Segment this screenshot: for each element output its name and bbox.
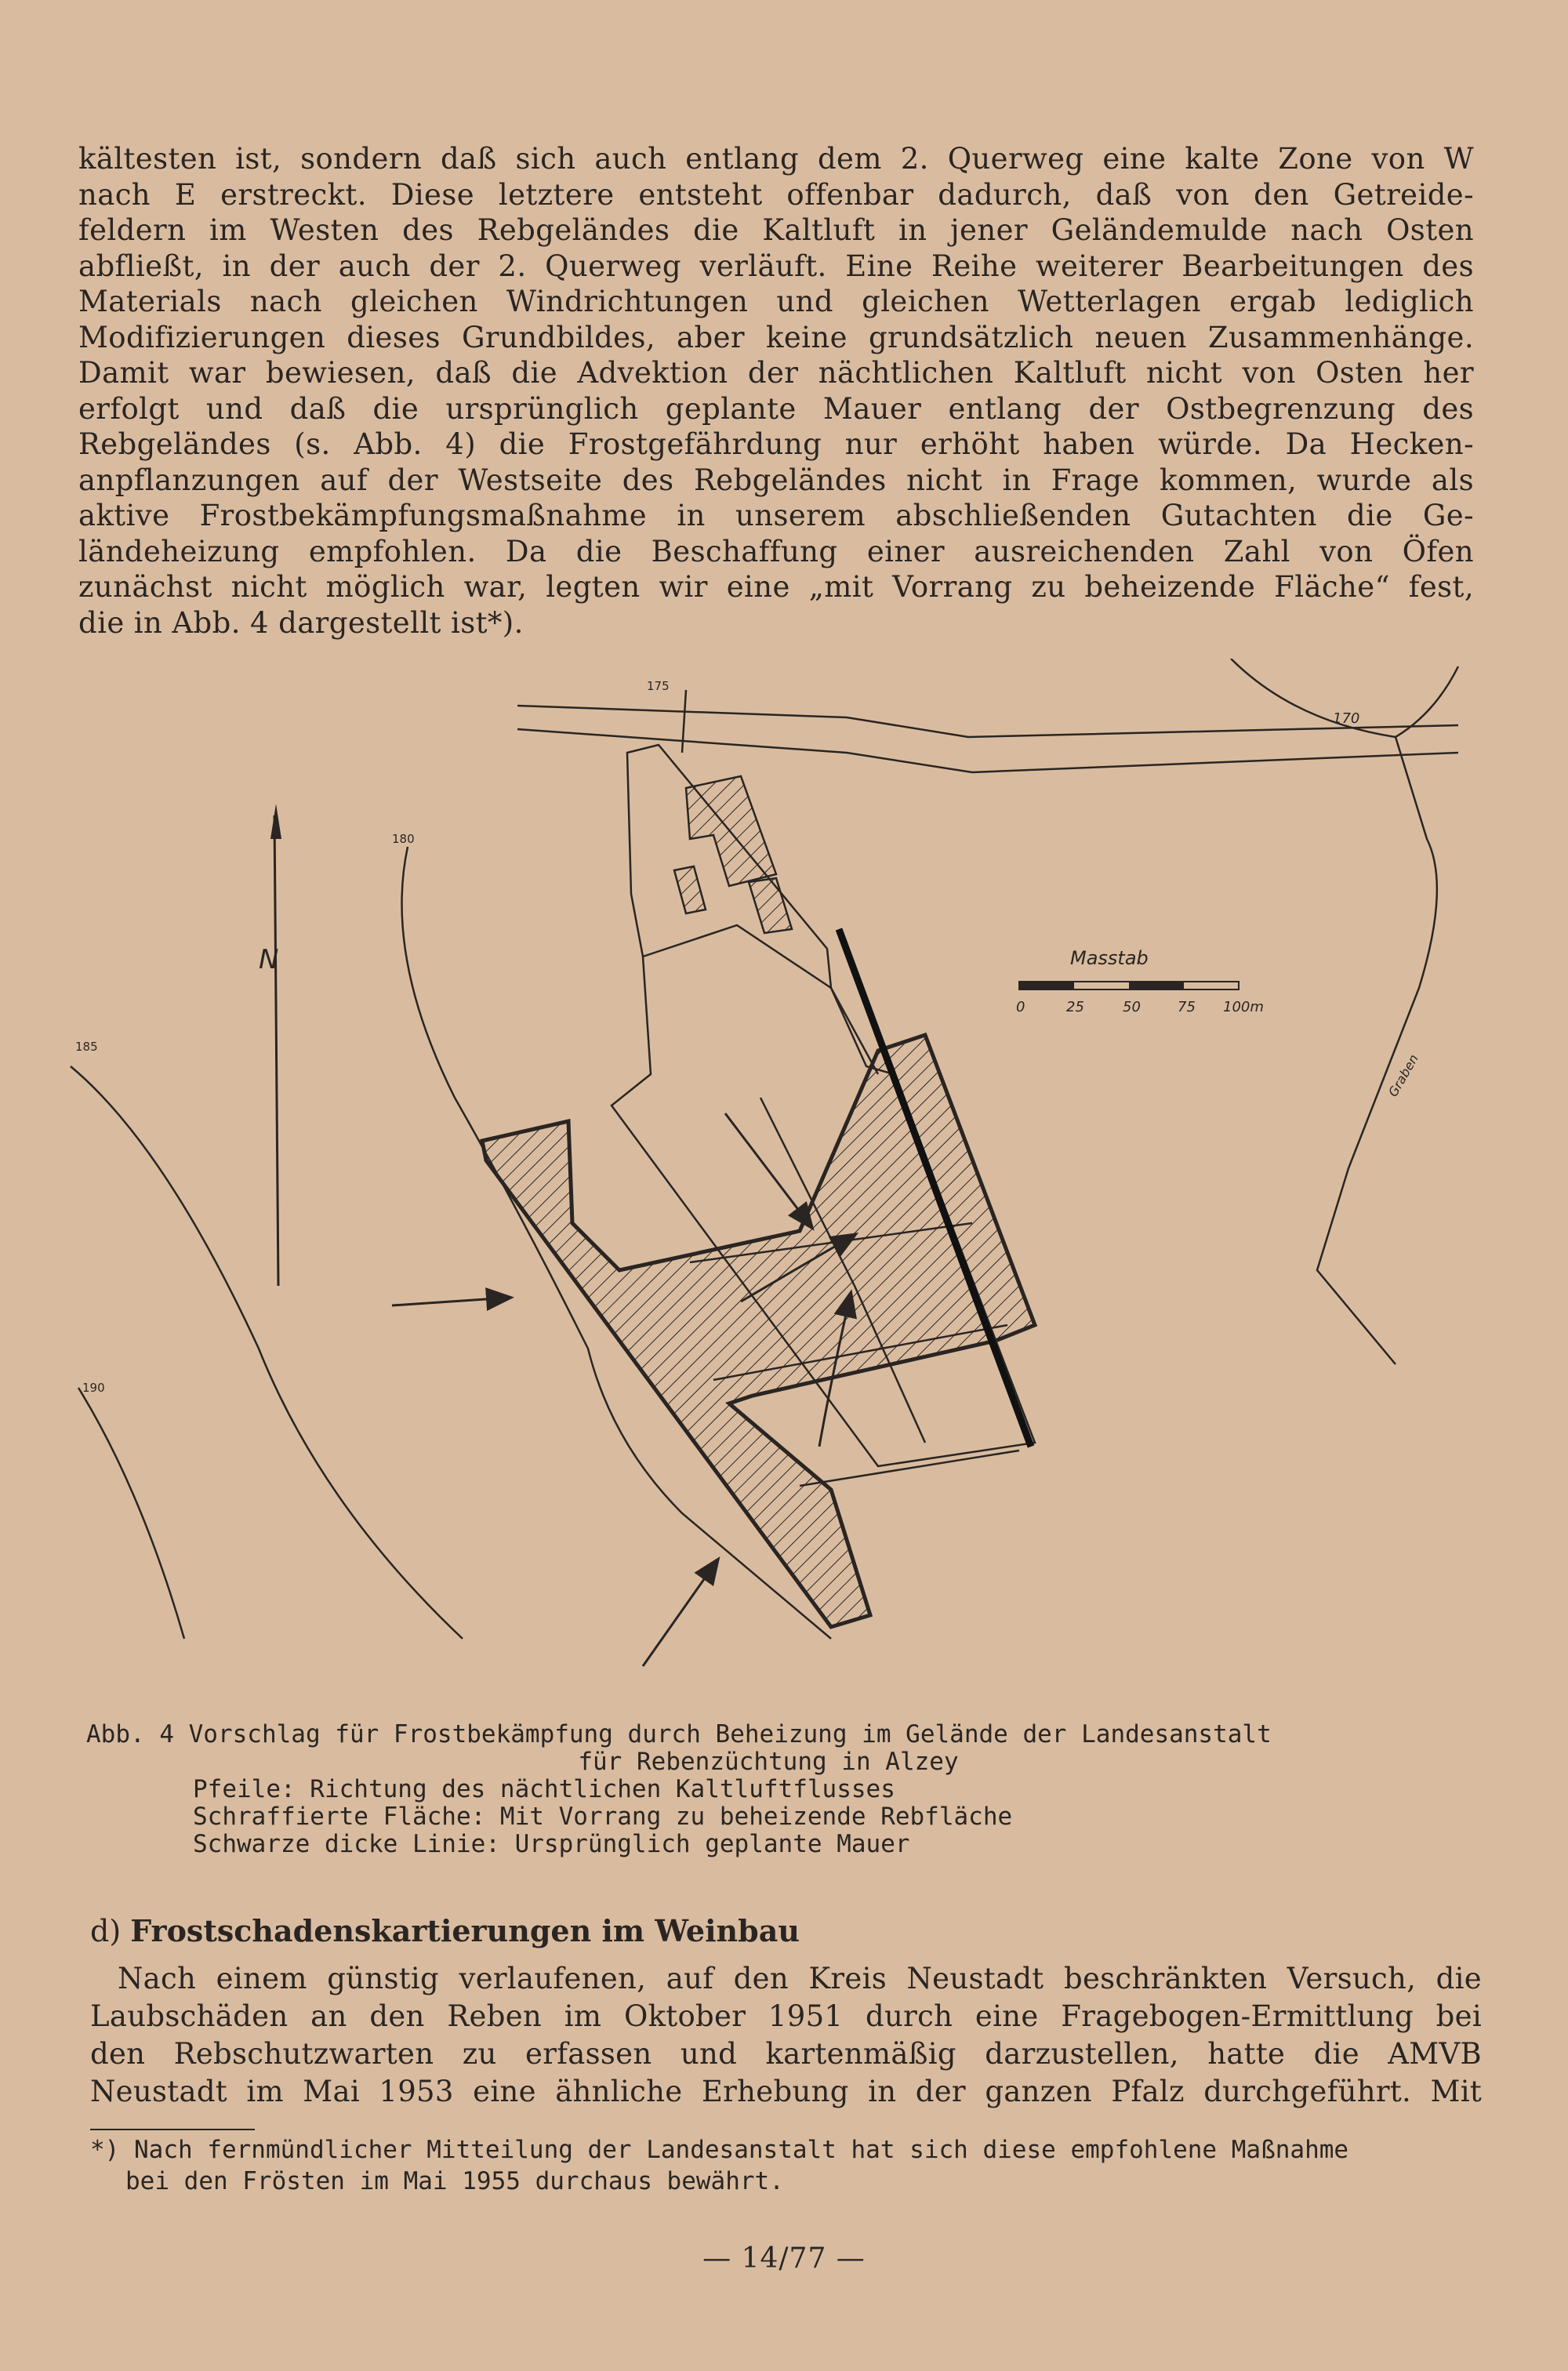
intro-paragraph — [78, 141, 1474, 641]
text-line: den Rebschutzwarten zu erfassen und kartenmäßig darzustellen, hatte die AMVB — [90, 2037, 1482, 2071]
text-line: Damit war bewiesen, daß die Advektion der nächtlichen Kaltluft nicht von Osten her — [78, 356, 1474, 390]
scale-tick: 25 — [1066, 999, 1084, 1015]
contour-label: 185 — [75, 1040, 98, 1054]
site-map-drawing — [47, 659, 1490, 1694]
caption-title: Abb. 4 Vorschlag für Frostbekämpfung durch Beheizung im Gelände der Landesanstalt — [86, 1720, 1272, 1748]
building — [674, 866, 706, 913]
parcel-line — [831, 988, 878, 1074]
text-line: anpflanzungen auf der Westseite des Rebgeländes nicht in Frage kommen, wurde als — [78, 463, 1474, 497]
building — [686, 776, 776, 886]
contour-line — [71, 1066, 463, 1639]
caption-item: Schwarze dicke Linie: Ursprünglich geplante Mauer — [193, 1830, 910, 1858]
boundary-line — [1317, 737, 1437, 1364]
priority-heating-area — [482, 1035, 1035, 1627]
scale-title: Masstab — [1070, 947, 1149, 969]
text-line: feldern im Westen des Rebgeländes die Kaltluft in jener Geländemulde nach Osten — [78, 213, 1474, 247]
contour-label: 190 — [82, 1381, 105, 1395]
road-line — [517, 706, 1458, 737]
flow-arrow — [643, 1560, 717, 1666]
text-line: nach E erstreckt. Diese letztere entsteht offenbar dadurch, daß von den Getreide- — [78, 177, 1474, 212]
scale-tick: 0 — [1016, 999, 1025, 1015]
text-line: Nach einem günstig verlaufenen, auf den Kreis Neustadt beschränkten Versuch, die — [118, 1962, 1482, 1995]
text-line: Laubschäden an den Reben im Oktober 1951 durch eine Fragebogen-Ermittlung bei — [90, 1999, 1482, 2033]
page-number: — 14/77 — — [702, 2242, 866, 2275]
contour-label: 170 — [1333, 710, 1360, 727]
section-letter: d) — [90, 1914, 122, 1948]
section-title: Frostschadenskartierungen im Weinbau — [130, 1913, 800, 1948]
footnote-line: bei den Frösten im Mai 1955 durchaus bewährt. — [125, 2167, 784, 2195]
contour-label: 175 — [647, 679, 670, 693]
text-line: ländeheizung empfohlen. Da die Beschaffung einer ausreichenden Zahl von Öfen — [78, 534, 1474, 568]
text-line: Neustadt im Mai 1953 eine ähnliche Erhebung in der ganzen Pfalz durchgeführt. Mit — [90, 2075, 1482, 2108]
text-line: zunächst nicht möglich war, legten wir eine „mit Vorrang zu beheizende Fläche“ fest, — [78, 570, 1474, 604]
building — [749, 878, 792, 933]
flow-arrow — [392, 1298, 510, 1305]
text-line: Rebgeländes (s. Abb. 4) die Frostgefährdung nur erhöht haben würde. Da Hecken- — [78, 427, 1474, 461]
body-paragraph — [90, 1960, 1482, 2111]
caption-item: Pfeile: Richtung des nächtlichen Kaltluftflusses — [193, 1775, 895, 1803]
caption-item: Schraffierte Fläche: Mit Vorrang zu beheizende Rebfläche — [193, 1803, 1013, 1831]
flow-arrow — [725, 1113, 811, 1227]
footnote — [90, 2134, 1486, 2197]
ditch-label: Graben — [1385, 1051, 1421, 1099]
footnote-line: *) Nach fernmündlicher Mitteilung der Landesanstalt hat sich diese empfohlene Maßnahme — [90, 2136, 1349, 2164]
scale-tick: 50 — [1123, 999, 1141, 1015]
caption-title-cont: für Rebenzüchtung in Alzey — [578, 1748, 959, 1776]
parcel-line — [800, 1451, 1019, 1486]
figure-site-map — [47, 659, 1490, 1694]
text-line: abfließt, in der auch der 2. Querweg verläuft. Eine Reihe weiterer Bearbeitungen des — [78, 249, 1474, 283]
north-arrow — [259, 804, 281, 1286]
buildings — [674, 776, 792, 933]
scale-bar — [1016, 947, 1264, 1015]
text-line: die in Abb. 4 dargestellt ist*). — [78, 605, 524, 640]
north-label: N — [259, 944, 279, 975]
text-line: Modifizierungen dieses Grundbildes, aber keine grundsätzlich neuen Zusammenhänge. — [78, 320, 1474, 354]
section-heading — [90, 1913, 800, 1948]
text-line: kältesten ist, sondern daß sich auch entlang dem 2. Querweg eine kalte Zone von W — [78, 142, 1474, 176]
text-line: aktive Frostbekämpfungsmaßnahme in unserem abschließenden Gutachten die Ge- — [78, 499, 1474, 532]
footnote-divider — [90, 2129, 255, 2130]
scale-tick: 100m — [1223, 999, 1264, 1015]
text-line: erfolgt und daß die ursprünglich geplante Mauer entlang der Ostbegrenzung des — [78, 391, 1474, 426]
contour-line — [78, 1388, 184, 1639]
contour-line — [682, 690, 686, 753]
text-line: Materials nach gleichen Windrichtungen und gleichen Wetterlagen ergab lediglich — [78, 285, 1474, 318]
figure-caption — [86, 1721, 1482, 1858]
parcel-line — [643, 925, 831, 988]
contour-label: 180 — [392, 832, 415, 846]
scale-tick: 75 — [1178, 999, 1196, 1015]
